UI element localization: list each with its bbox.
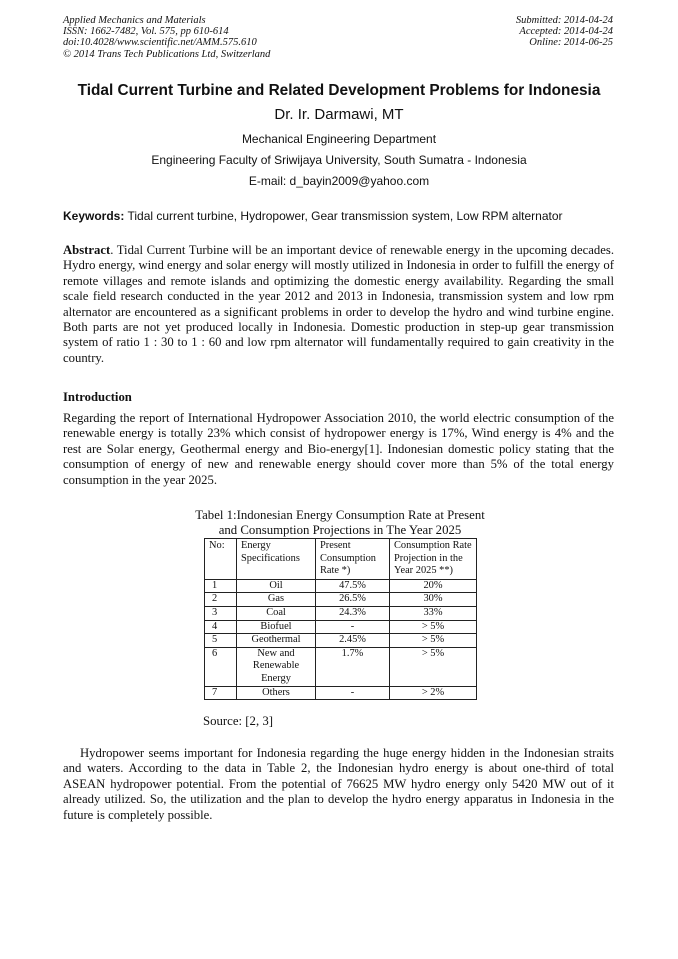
cell-present: 24.3% — [316, 606, 390, 620]
table-caption — [175, 508, 505, 537]
table-header-row — [205, 539, 477, 580]
cell-no: 5 — [205, 634, 237, 648]
abstract — [63, 243, 614, 366]
table-row — [205, 620, 477, 634]
table-row — [205, 579, 477, 593]
author-email: E-mail: d_bayin2009@yahoo.com — [248, 174, 430, 188]
abstract-text: . Tidal Current Turbine will be an important device of renewable energy in the upcoming decades. Hydro energy, wind energy and solar energy will mostly utilized in Indonesia in order to fulfill the energy of remote villages and remote islands and optimizing the domestic energy availability. Regarding the small scale field research conducted in the year 2012 and 2013 in Indonesia, transmission system and low rpm alternator are encountered as a significant problems in order to develop the hydro and wind turbine engine. Both parts are not yet produced locally in Indonesia. Domestic production in step-up gear transmission system of ratio 1 : 30 to 1 : 60 and low rpm alternator will fundamentally required to gain creativity in the country. — [63, 243, 614, 365]
cell-energy: Oil — [237, 579, 316, 593]
accepted-date: Accepted: 2014-04-24 — [519, 26, 613, 38]
cell-projection: 33% — [390, 606, 477, 620]
keywords — [63, 209, 563, 223]
paper-title: Tidal Current Turbine and Related Development Problems for Indonesia — [77, 82, 601, 99]
journal-doi: doi:10.4028/www.scientific.net/AMM.575.610 — [63, 37, 257, 49]
keywords-text: Tidal current turbine, Hydropower, Gear transmission system, Low RPM alternator — [124, 209, 563, 223]
cell-present: - — [316, 620, 390, 634]
cell-present: - — [316, 686, 390, 700]
cell-projection: > 5% — [390, 647, 477, 686]
cell-energy: Biofuel — [237, 620, 316, 634]
table-row — [205, 606, 477, 620]
header-no: No: — [205, 539, 237, 580]
cell-present: 47.5% — [316, 579, 390, 593]
abstract-label: Abstract — [63, 243, 111, 257]
cell-present: 1.7% — [316, 647, 390, 686]
cell-energy: Coal — [237, 606, 316, 620]
journal-name: Applied Mechanics and Materials — [63, 15, 206, 26]
table-row — [205, 647, 477, 686]
cell-energy: Geothermal — [237, 634, 316, 648]
author-name: Dr. Ir. Darmawi, MT — [274, 106, 404, 123]
table-row — [205, 686, 477, 700]
cell-projection: > 2% — [390, 686, 477, 700]
cell-projection: > 5% — [390, 634, 477, 648]
energy-consumption-table — [204, 538, 477, 700]
cell-projection: > 5% — [390, 620, 477, 634]
keywords-label: Keywords: — [63, 209, 125, 223]
submission-dates — [516, 15, 613, 49]
cell-energy: Others — [237, 686, 316, 700]
cell-present: 2.45% — [316, 634, 390, 648]
cell-no: 2 — [205, 593, 237, 607]
table-row — [205, 593, 477, 607]
affiliation-faculty: Engineering Faculty of Sriwijaya University, South Sumatra - Indonesia — [151, 153, 527, 167]
cell-no: 4 — [205, 620, 237, 634]
cell-no: 3 — [205, 606, 237, 620]
submitted-date: Submitted: 2014-04-24 — [515, 15, 613, 26]
cell-energy: Gas — [237, 593, 316, 607]
header-present-rate: Present Consumption Rate *) — [316, 539, 390, 580]
cell-no: 7 — [205, 686, 237, 700]
header-projection: Consumption Rate Projection in the Year 2025 **) — [390, 539, 477, 580]
table-source: Source: [2, 3] — [203, 714, 274, 728]
cell-present: 26.5% — [316, 593, 390, 607]
table-row — [205, 634, 477, 648]
cell-no: 6 — [205, 647, 237, 686]
cell-projection: 20% — [390, 579, 477, 593]
cell-no: 1 — [205, 579, 237, 593]
intro-paragraph-1: Regarding the report of International Hydropower Association 2010, the world electric consumption of the renewable energy is totally 23% which consist of hydropower energy is 17%, Wind energy is 4% and the rest are Solar energy, Geothermal energy and Bio-energy[1]. Indonesian domestic policy stating that the consumption of energy of new and renewable energy should cover more than 5% of the total energy consumption in the year 2025. — [63, 411, 614, 487]
journal-copyright: © 2014 Trans Tech Publications Ltd, Switzerland — [63, 48, 271, 60]
intro-paragraph-2: Hydropower seems important for Indonesia regarding the huge energy hidden in the Indonesian straits and waters. According to the data in Table 2, the Indonesian hydro energy is about one-third of total ASEAN hydropower potential. From the potential of 76625 MW hydro energy only 5420 MW out of it already utilized. So, the utilization and the plan to develop the hydro energy apparatus in Indonesia in the future is completely possible. — [63, 746, 614, 822]
section-heading-introduction: Introduction — [63, 390, 132, 404]
table-caption-line-2: and Consumption Projections in The Year 2025 — [218, 522, 462, 537]
affiliation-department: Mechanical Engineering Department — [241, 132, 437, 146]
cell-projection: 30% — [390, 593, 477, 607]
header-energy-spec: Energy Specifications — [237, 539, 316, 580]
journal-info — [63, 15, 270, 60]
cell-energy: New and Renewable Energy — [237, 647, 316, 686]
journal-issn: ISSN: 1662-7482, Vol. 575, pp 610-614 — [63, 26, 229, 38]
online-date: Online: 2014-06-25 — [529, 37, 613, 49]
table-caption-line-1: Tabel 1:Indonesian Energy Consumption Rate at Present — [195, 508, 485, 522]
